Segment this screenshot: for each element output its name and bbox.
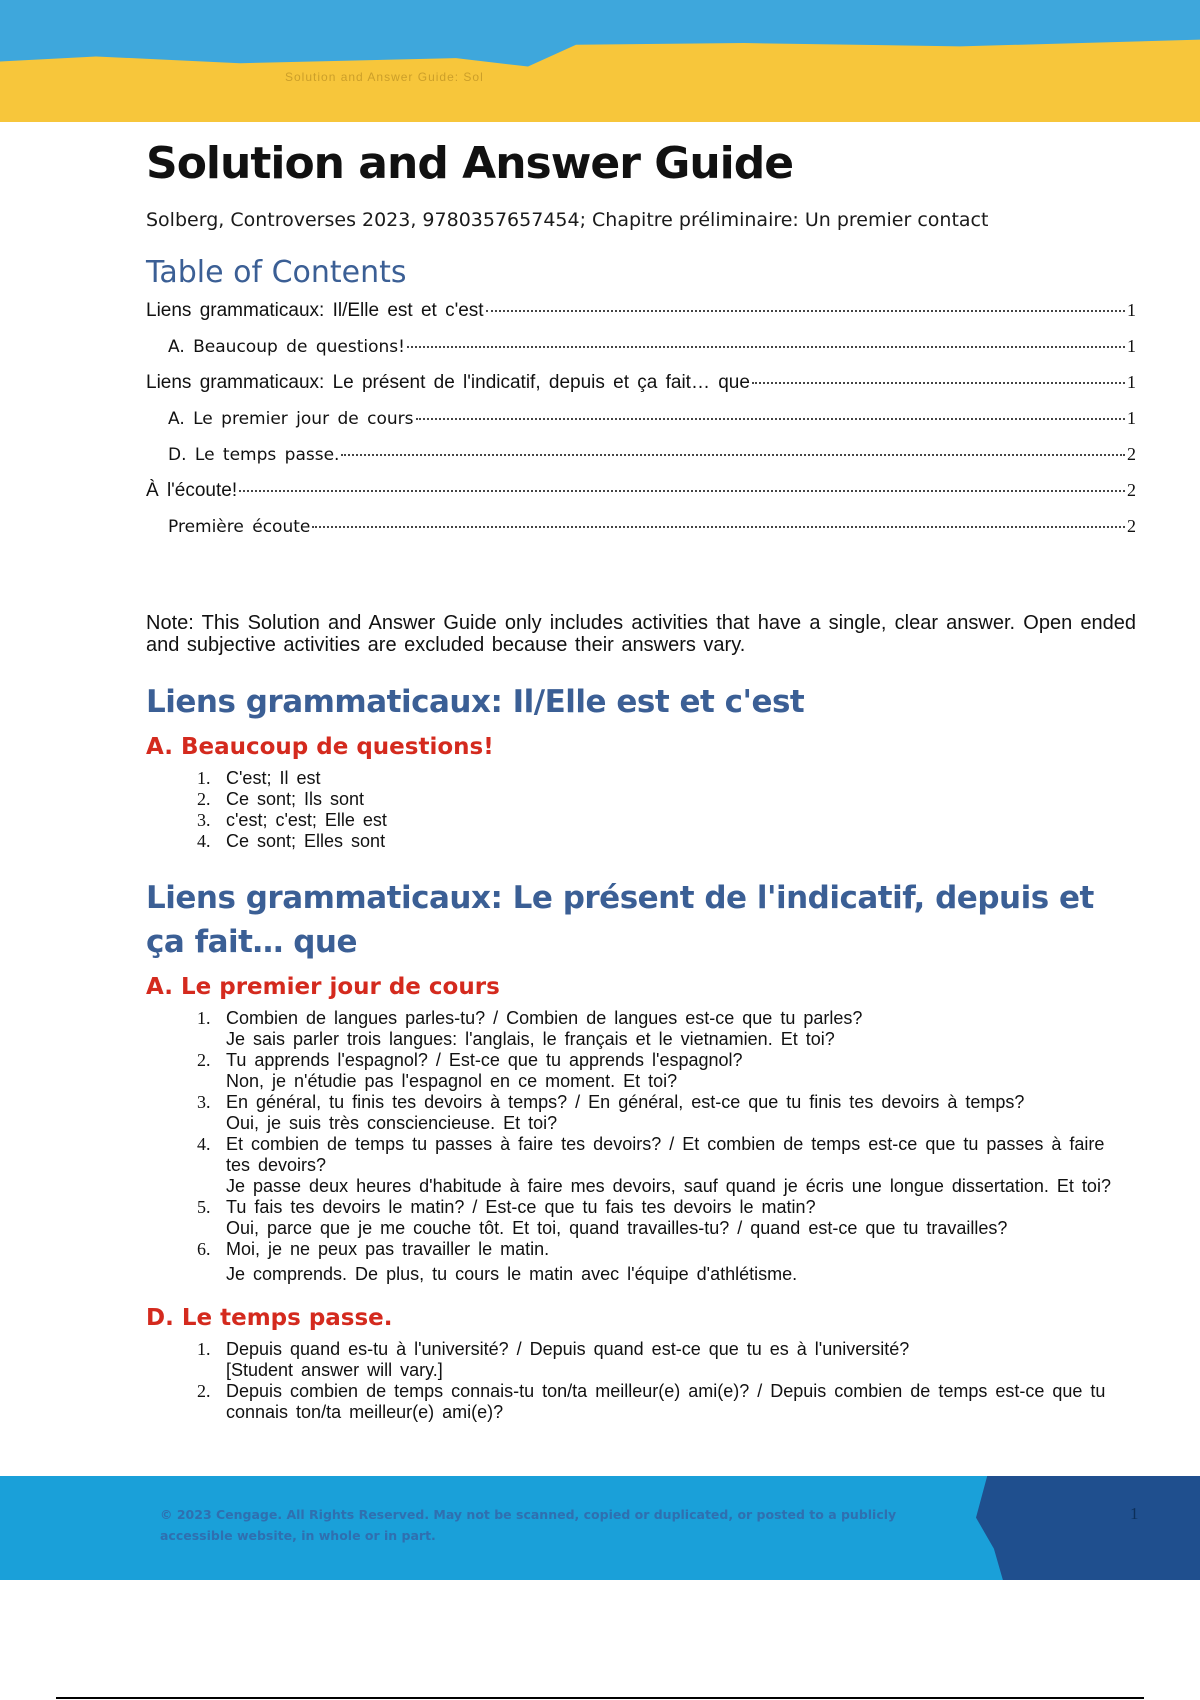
toc-entry-page: 1 <box>1127 372 1136 392</box>
document-subtitle: Solberg, Controverses 2023, 9780357657454; Chapitre préliminaire: Un premier contact <box>146 209 989 231</box>
toc-entry-text: D. Le temps passe. <box>168 445 340 465</box>
answer-question: 2. Tu apprends l'espagnol? / Est-ce que tu apprends l'espagnol? <box>226 1050 743 1070</box>
answer-response: Je passe deux heures d'habitude à faire mes devoirs, sauf quand je écris une longue dissertation. Et toi? <box>226 1176 1111 1196</box>
table-of-contents <box>146 300 1136 552</box>
answer-question: 6. Moi, je ne peux pas travailler le matin. <box>226 1239 550 1259</box>
list-item <box>218 1197 1136 1239</box>
answer-response: Je sais parler trois langues: l'anglais, le français et le vietnamien. Et toi? <box>226 1029 835 1049</box>
answer-question: 5. Tu fais tes devoirs le matin? / Est-ce que tu fais tes devoirs le matin? <box>226 1197 816 1217</box>
toc-entry-text: Liens grammaticaux: Le présent de l'indicatif, depuis et ça fait… que <box>146 372 750 393</box>
page-number: 1 <box>1130 1504 1139 1523</box>
toc-leader-dots <box>312 526 1125 528</box>
toc-entry-text: A. Le premier jour de cours <box>168 409 414 429</box>
page-bottom-rule <box>56 1697 1144 1699</box>
toc-leader-dots <box>407 346 1125 348</box>
toc-entry-page: 2 <box>1127 516 1136 536</box>
toc-leader-dots <box>486 310 1125 312</box>
toc-entry-page: 2 <box>1127 444 1136 464</box>
toc-entry-page: 1 <box>1127 336 1136 356</box>
header-banner <box>0 0 1200 122</box>
toc-leader-dots <box>239 490 1125 492</box>
answer-response: Je comprends. De plus, tu cours le matin avec l'équipe d'athlétisme. <box>226 1264 798 1284</box>
toc-leader-dots <box>752 382 1125 384</box>
answer-response: Non, je n'étudie pas l'espagnol en ce moment. Et toi? <box>226 1071 678 1091</box>
list-item <box>218 1092 1136 1134</box>
toc-entry-page: 1 <box>1127 408 1136 428</box>
subsection-heading-le-temps-passe: D. Le temps passe. <box>146 1305 393 1331</box>
toc-entry-text: Liens grammaticaux: Il/Elle est et c'est <box>146 300 484 321</box>
toc-entry-text: Première écoute <box>168 517 311 537</box>
toc-entry[interactable] <box>146 336 1136 372</box>
answer-question: 4. Et combien de temps tu passes à faire tes devoirs? / Et combien de temps est-ce que tu passes à faire tes devoirs? <box>226 1134 1105 1175</box>
document-title: Solution and Answer Guide <box>146 138 794 189</box>
answer-list <box>146 768 1136 852</box>
toc-entry[interactable] <box>146 300 1136 336</box>
toc-entry-page: 2 <box>1127 480 1136 500</box>
subsection-heading-premier-jour-de-cours: A. Le premier jour de cours <box>146 974 500 1000</box>
footer-dark-brushstroke <box>976 1476 1200 1580</box>
answer-question: 2. Depuis combien de temps connais-tu ton/ta meilleur(e) ami(e)? / Depuis combien de temps est-ce que tu connais ton/ta meilleur(e) ami(e)? <box>226 1381 1106 1422</box>
list-item <box>218 1381 1136 1423</box>
list-item <box>218 1239 1136 1285</box>
toc-entry-page: 1 <box>1127 300 1136 320</box>
toc-entry[interactable] <box>146 408 1136 444</box>
answer-response: Oui, je suis très consciencieuse. Et toi? <box>226 1113 558 1133</box>
list-item: 3. c'est; c'est; Elle est <box>218 810 1136 831</box>
answer-question: 1. Depuis quand es-tu à l'université? / Depuis quand est-ce que tu es à l'université? <box>226 1339 910 1359</box>
list-item <box>218 1134 1136 1197</box>
list-item: 4. Ce sont; Elles sont <box>218 831 1136 852</box>
toc-heading: Table of Contents <box>146 255 407 290</box>
list-item <box>218 1008 1136 1050</box>
toc-entry-text: A. Beaucoup de questions! <box>168 337 405 357</box>
answer-response: [Student answer will vary.] <box>226 1360 443 1380</box>
toc-entry[interactable] <box>146 444 1136 480</box>
toc-entry-text: À l'écoute! <box>146 480 238 501</box>
answer-question: 1. Combien de langues parles-tu? / Combien de langues est-ce que tu parles? <box>226 1008 863 1028</box>
toc-entry[interactable] <box>146 516 1136 552</box>
list-item <box>218 1050 1136 1092</box>
toc-entry[interactable] <box>146 372 1136 408</box>
toc-entry[interactable] <box>146 480 1136 516</box>
answer-response: Oui, parce que je me couche tôt. Et toi, quand travailles-tu? / quand est-ce que tu travailles? <box>226 1218 1008 1238</box>
toc-leader-dots <box>341 454 1125 456</box>
section-heading-il-elle-est: Liens grammaticaux: Il/Elle est et c'est <box>146 684 805 720</box>
section-heading-present-de-l-indicatif: Liens grammaticaux: Le présent de l'indicatif, depuis et ça fait… que <box>146 880 1094 960</box>
copyright-notice: © 2023 Cengage. All Rights Reserved. May not be scanned, copied or duplicated, or posted to a publicly accessible website, in whole or in part. <box>160 1507 897 1543</box>
answer-list <box>146 1008 1136 1285</box>
list-item: 2. Ce sont; Ils sont <box>218 789 1136 810</box>
header-ghost-text: Solution and Answer Guide: Sol <box>285 70 484 84</box>
list-item <box>218 1339 1136 1381</box>
answer-list <box>146 1339 1136 1423</box>
scope-note: Note: This Solution and Answer Guide only includes activities that have a single, clear answer. Open ended and subjective activities are excluded because their answers vary. <box>146 612 1136 656</box>
footer-banner <box>0 1476 1200 1580</box>
answer-question: 3. En général, tu finis tes devoirs à temps? / En général, est-ce que tu finis tes devoirs à temps? <box>226 1092 1025 1112</box>
toc-leader-dots <box>416 418 1126 420</box>
list-item: 1. C'est; Il est <box>218 768 1136 789</box>
subsection-heading-beaucoup-de-questions: A. Beaucoup de questions! <box>146 734 494 760</box>
document-body <box>146 138 1136 1423</box>
